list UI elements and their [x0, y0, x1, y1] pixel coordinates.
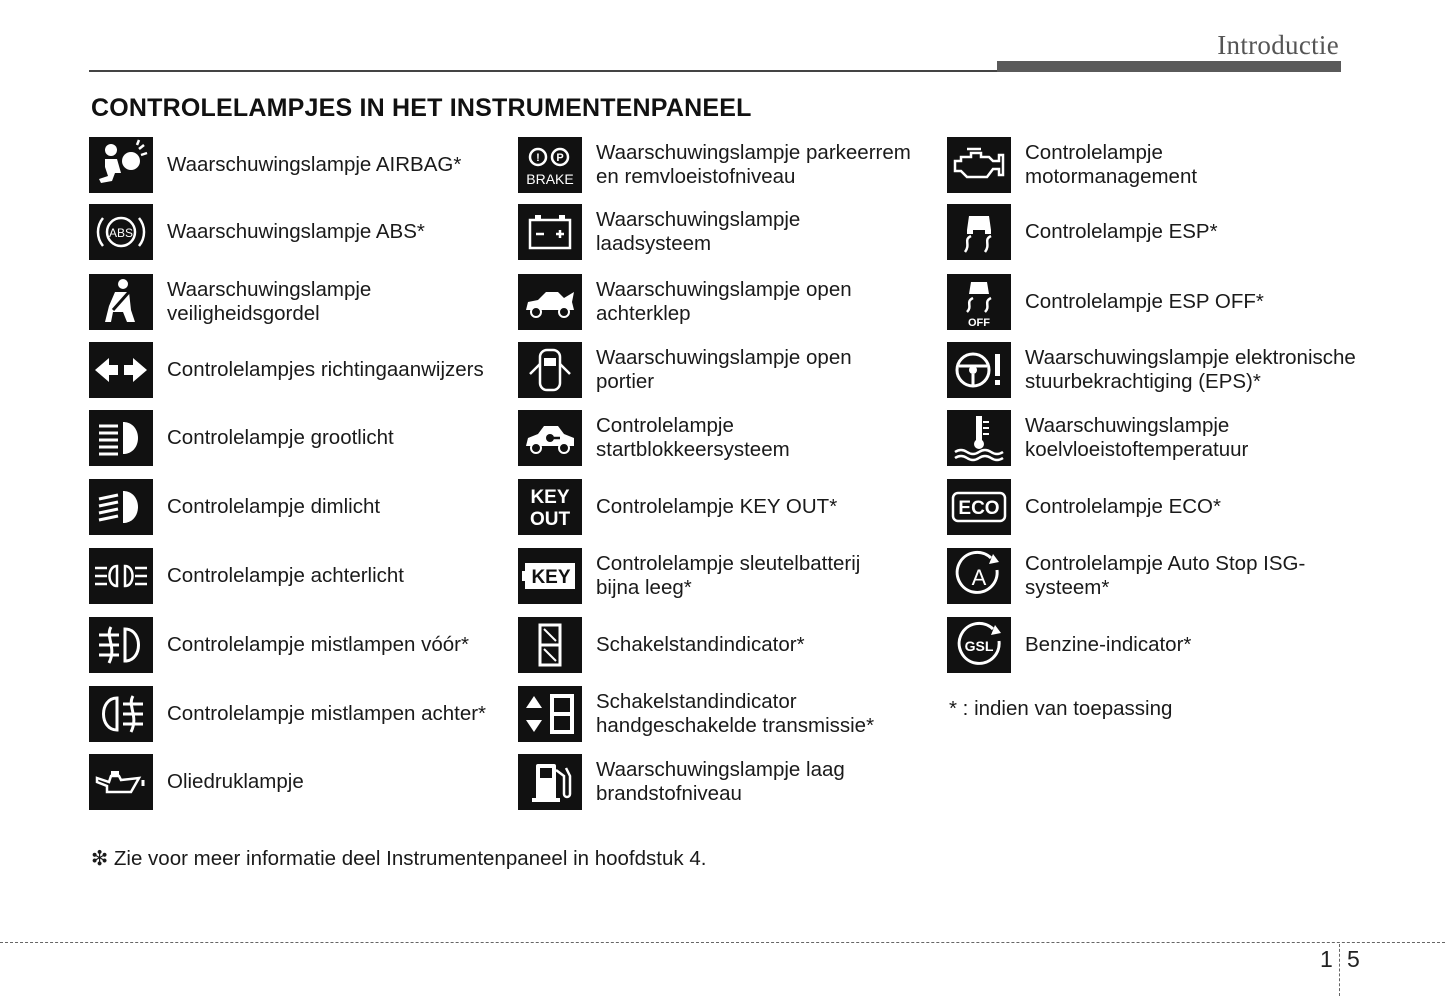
list-item-trunk-open: Waarschuwingslampje open achterklep	[518, 274, 852, 330]
svg-text:OFF: OFF	[968, 317, 990, 328]
list-item-low-fuel: Waarschuwingslampje laag brandstofniveau	[518, 754, 845, 810]
list-item-gasoline: GSL Benzine-indicator*	[947, 617, 1191, 673]
applicability-note: * : indien van toepassing	[949, 697, 1173, 720]
eco-icon	[947, 479, 1011, 535]
list-item-key-out: KEY OUT Controlelampje KEY OUT*	[518, 479, 837, 535]
gasoline-icon	[947, 617, 1011, 673]
eps-icon	[947, 342, 1011, 398]
list-item-manual-shift: Schakelstandindicator handgeschakelde transmissie*	[518, 686, 874, 742]
list-item-eco: ECO Controlelampje ECO*	[947, 479, 1221, 535]
list-item-gear-position: Schakelstandindicator*	[518, 617, 805, 673]
list-item-high-beam: Controlelampje grootlicht	[89, 410, 394, 466]
list-item-eps: Waarschuwingslampje elektronische stuurbekrachtiging (EPS)*	[947, 342, 1356, 398]
svg-text:BRAKE: BRAKE	[526, 171, 574, 187]
svg-text:ABS: ABS	[108, 226, 134, 240]
list-item-turn-signal: Controlelampjes richtingaanwijzers	[89, 342, 484, 398]
list-item-brake: P ! BRAKE Waarschuwingslampje parkeerrem en remvloeistofniveau	[518, 137, 911, 193]
svg-text:A: A	[971, 565, 987, 590]
oil-pressure-icon	[89, 754, 153, 810]
list-item-battery: Waarschuwingslampje laadsysteem	[518, 204, 800, 260]
tail-light-icon	[89, 548, 153, 604]
gear-position-icon	[518, 617, 582, 673]
auto-stop-icon	[947, 548, 1011, 604]
brake-icon	[518, 137, 582, 193]
low-fuel-icon	[518, 754, 582, 810]
list-item-coolant-temp: Waarschuwingslampje koelvloeistoftemperatuur	[947, 410, 1248, 466]
manual-shift-icon	[518, 686, 582, 742]
high-beam-icon	[89, 410, 153, 466]
list-item-airbag: Waarschuwingslampje AIRBAG*	[89, 137, 461, 193]
turn-signal-icon	[89, 342, 153, 398]
esp-off-icon	[947, 274, 1011, 330]
key-battery-icon	[518, 548, 582, 604]
chapter-number: 1	[1320, 946, 1333, 972]
airbag-icon	[89, 137, 153, 193]
svg-text:KEY: KEY	[531, 567, 571, 588]
footnote: ❇ Zie voor meer informatie deel Instrumentenpaneel in hoofdstuk 4.	[91, 847, 707, 870]
header-rule-accent	[997, 61, 1341, 72]
svg-text:OUT: OUT	[529, 509, 571, 530]
header-rule	[89, 70, 1001, 72]
low-beam-icon	[89, 479, 153, 535]
list-item-rear-fog: Controlelampje mistlampen achter*	[89, 686, 486, 742]
key-out-icon	[518, 479, 582, 535]
list-item-front-fog: Controlelampje mistlampen vóór*	[89, 617, 469, 673]
svg-text:ECO: ECO	[958, 498, 1000, 519]
list-item-seatbelt: Waarschuwingslampje veiligheidsgordel	[89, 274, 371, 330]
immobilizer-icon	[518, 410, 582, 466]
list-item-immobilizer: Controlelampje startblokkeersysteem	[518, 410, 790, 466]
rear-fog-icon	[89, 686, 153, 742]
coolant-temp-icon	[947, 410, 1011, 466]
list-item-abs: ABS Waarschuwingslampje ABS*	[89, 204, 425, 260]
list-item-esp-off: OFF Controlelampje ESP OFF*	[947, 274, 1264, 330]
page-number: 5	[1347, 946, 1360, 972]
front-fog-icon	[89, 617, 153, 673]
seatbelt-icon	[89, 274, 153, 330]
svg-text:KEY: KEY	[530, 487, 570, 508]
list-item-door-open: Waarschuwingslampje open portier	[518, 342, 852, 398]
engine-icon	[947, 137, 1011, 193]
section-header: Introductie	[1217, 30, 1339, 60]
svg-text:!: !	[536, 152, 540, 164]
page-number-separator	[1339, 944, 1340, 996]
list-item-low-beam: Controlelampje dimlicht	[89, 479, 380, 535]
list-item-engine: Controlelampje motormanagement	[947, 137, 1197, 193]
list-item-auto-stop: A Controlelampje Auto Stop ISG- systeem*	[947, 548, 1305, 604]
trunk-open-icon	[518, 274, 582, 330]
footer-divider	[0, 942, 1445, 943]
svg-text:P: P	[556, 152, 564, 164]
list-item-tail-light: Controlelampje achterlicht	[89, 548, 404, 604]
abs-icon	[89, 204, 153, 260]
door-open-icon	[518, 342, 582, 398]
esp-icon	[947, 204, 1011, 260]
list-item-oil-pressure: Oliedruklampje	[89, 754, 304, 810]
list-item-key-battery: KEY Controlelampje sleutelbatterij bijna leeg*	[518, 548, 860, 604]
battery-icon	[518, 204, 582, 260]
svg-text:GSL: GSL	[964, 638, 994, 654]
page-title: CONTROLELAMPJES IN HET INSTRUMENTENPANEEL	[91, 94, 752, 122]
list-item-esp: Controlelampje ESP*	[947, 204, 1218, 260]
